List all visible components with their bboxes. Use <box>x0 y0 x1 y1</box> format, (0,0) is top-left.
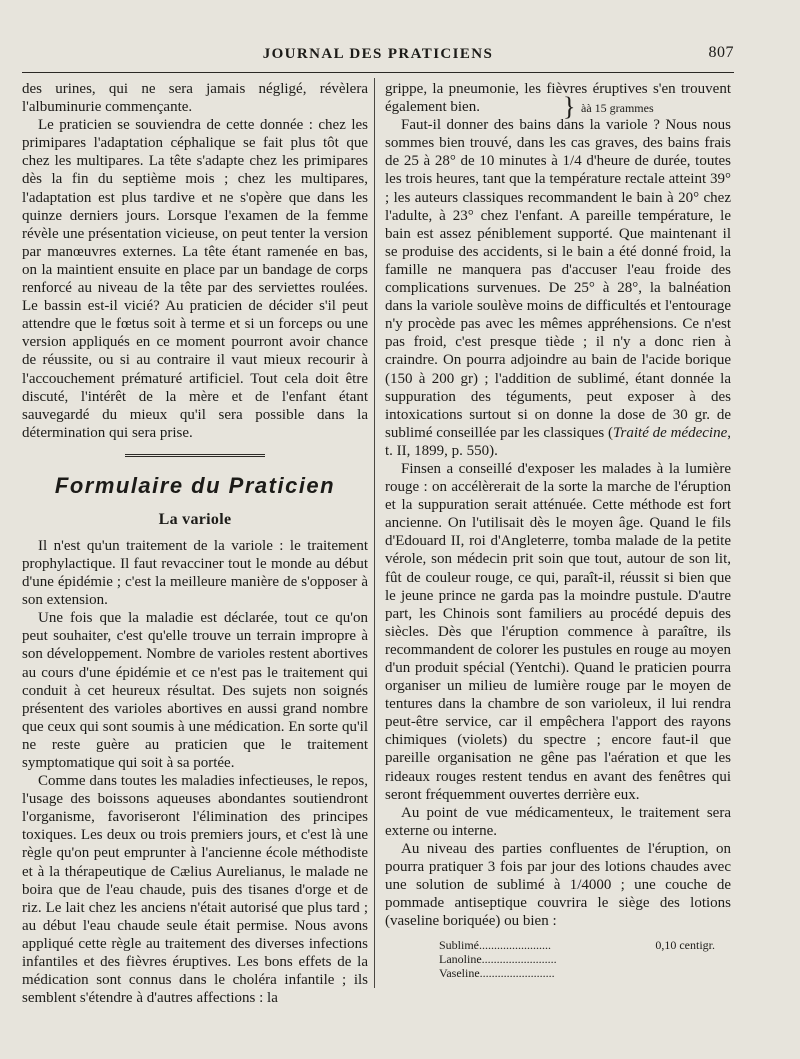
formula-row <box>425 966 725 980</box>
shared-amount: àà 15 grammes <box>581 101 654 115</box>
paragraph: des urines, qui ne sera jamais négligé, révèlera l'albuminurie commençante. <box>22 81 368 116</box>
section-title: Formulaire du Praticien <box>54 472 336 498</box>
page-number: 807 <box>708 44 734 61</box>
left-column <box>22 80 368 1007</box>
paragraph-text: , t. II, 1899, p. 550). <box>385 424 731 459</box>
ingredient-name: Lanoline......................... <box>439 952 557 967</box>
paragraph: Il n'est qu'un traitement de la variole : le traitement prophylactique. Il faut revacciner tout le monde au début d'une épidémie ; c'est la meilleure manière de s'opposer à son extension. <box>22 537 368 609</box>
ingredient-name: Sublimé........................ <box>439 938 552 953</box>
paragraph <box>385 116 731 460</box>
ingredient-name: Vaseline......................... <box>439 966 555 981</box>
citation-title: Traité de médecine <box>613 424 728 441</box>
header-rule <box>22 72 734 73</box>
formula-row <box>425 938 725 952</box>
column-divider <box>374 78 375 988</box>
paragraph: Le praticien se souviendra de cette donnée : chez les primipares l'adaptation céphalique se fait plus tôt que chez les multipares. La tête s'adapte chez les primipares dès la fin du septième mois ; chez les multipares, l'adaptation est plus tardive et ne s'opère que dans les quinze derniers jours. Lorsque l'examen de la femme révèle une présentation vicieuse, on peut tenter la version par manœuvres externes. La tête étant ramenée en bas, on la maintient ensuite en place par un bandage de corps renforcé au niveau de la tête par des serviettes roulées. Le bassin est-il vicié? Au praticien de décider s'il peut attendre que le fœtus soit à terme et si un forceps ou une version appliqués en ce moment pourront avoir chance de réussite, ou si au contraire il vaut mieux recourir à l'accouchement prématuré artificiel. Tout cela doit être discuté, l'intérêt de la mère et de l'enfant étant sauvegardé du mieux qu'il sera possible dans la détermination qui sera prise. <box>22 117 368 441</box>
paragraph-text: Faut-il donner des bains dans la variole ? Nous nous sommes bien trouvé, dans les cas graves, des bains frais de 25 à 28° de 10 minutes à 1/4 d'heure de durée, toutes les trois heures, tant que la température rectale atteint 39° ; les auteurs classiques recommandent le bain à 20° chez l'adulte, à 23° chez l'enfant. A pareille température, le bain est assez péniblement supporté. Que maintenant il se produise des accidents, si le bain a été donné froid, la famille ne manquera pas d'accuser l'eau froide des complications survenues. De 25° à 28°, la balnéation dans la variole soulève moins de difficultés et l'entourage n'y procède pas avec les mêmes appréhensions. Ce n'est pas froid, c'est presque tiède ; il n'y a donc rien à craindre. On pourra adjoindre au bain de l'acide borique (150 à 200 gr) ; l'addition de sublimé, étant donnée la suppuration des téguments, peut exposer à des intoxications surtout si on donne la dose de 30 gr. de sublimé conseillée par les classiques ( <box>385 117 731 441</box>
paragraph: grippe, la pneumonie, les fièvres éruptives s'en trouvent également bien. <box>385 81 731 116</box>
journal-title: JOURNAL DES PRATICIENS <box>262 46 494 62</box>
paragraph: Au niveau des parties confluentes de l'éruption, on pourra pratiquer 3 fois par jour des lotions chaudes avec une solution de sublimé à 1/4000 ; une couche de pommade antiseptique couvrira le siège des lotions (vaseline boriquée) ou bien : <box>385 840 731 930</box>
formula-row <box>425 952 725 966</box>
section-separator <box>125 454 265 457</box>
paragraph: Au point de vue médicamenteux, le traitement sera externe ou interne. <box>385 804 731 839</box>
paragraph: Comme dans toutes les maladies infectieuses, le repos, l'usage des boissons aqueuses abondantes soutiendront l'organisme, favoriseront l'élimination des principes toxiques. Les deux ou trois premiers jours, et c'est là une règle qu'on peut emprunter à l'ancienne école méthodiste et à la thérapeutique de Cælius Aurelianus, le malade ne boira que de l'eau chaude, puis des tisanes d'orge et de riz. Le lait chez les anciens n'était autorisé que plus tard ; au début l'eau chaude seule était permise. Nous avons appliqué cette règle au traitement des diverses infections infantiles et des fièvres éruptives. Les bons effets de la médication sont connus dans le choléra infantile ; ils semblent s'étendre à d'autres affections : la <box>22 773 368 1007</box>
brace-glyph: } <box>563 92 576 121</box>
right-column <box>385 80 731 980</box>
paragraph: Finsen a conseillé d'exposer les malades à la lumière rouge : on accélèrerait de la sorte la marche de l'éruption et la suppuration serait atténuée. Cette méthode est fort ancienne. On l'utilisait dès le moyen âge. Quand le fils d'Edouard II, roi d'Angleterre, tomba malade de la petite vérole, son médecin prit soin que tout, autour de son lit, fût de couleur rouge, ce qui, paraît-il, réussit si bien que le jeune prince ne garda pas la moindre pustule. D'autre part, les Chinois sont familiers au procédé depuis des siècles. Dès que l'éruption commence à paraître, ils recommandent de colorer les pustules en rouge au moyen d'un produit spécial (Yentchi). Quand le praticien pourra organiser un milieu de lumière rouge par le moyen de tentures dans la chambre de son varioleux, il lui rendra peut-être service, car il empêchera l'apport des rayons chimiques (violets) du spectre ; encore faut-il que pareille organisation ne gêne pas l'aération et que les rideaux rouges restent tendus en avant des fenêtres qui seront fréquemment ouvertes derrière eux. <box>385 460 731 803</box>
paragraph: Une fois que la maladie est déclarée, tout ce qu'on peut souhaiter, c'est qu'elle trouve un terrain impropre à son développement. Nombre de varioles restent abortives au cours d'une épidémie et ce n'est pas le traitement qui conduit à cet heureux résultat. Des sujets non soignés présentent des varioles abortives en aussi grand nombre que ceux qui sont soumis à une médication. En sorte qu'il ne reste guère au praticien que le traitement symptomatique qui soit à sa portée. <box>22 610 368 771</box>
running-head <box>22 40 734 68</box>
article-subtitle: La variole <box>158 510 232 528</box>
ingredient-amount: 0,10 centigr. <box>655 938 715 953</box>
